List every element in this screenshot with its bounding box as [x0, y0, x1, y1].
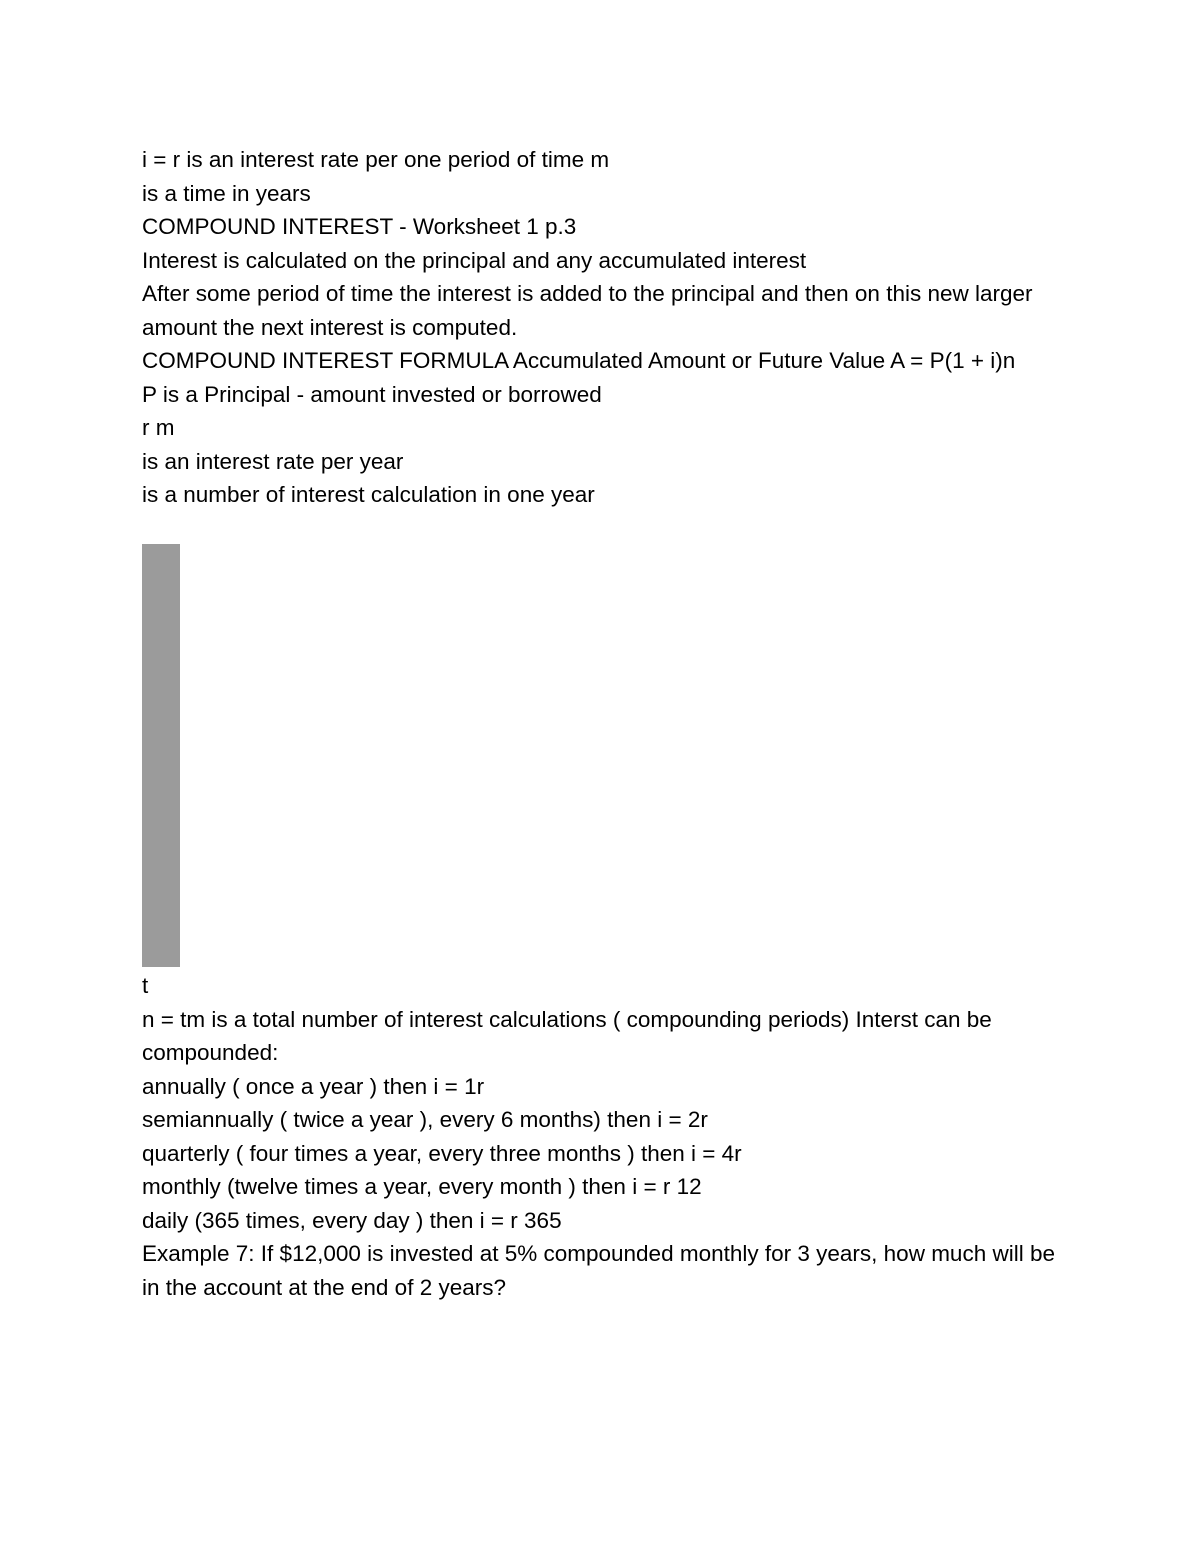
text-line-interest-calculated: Interest is calculated on the principal and any accumulated interest [142, 247, 807, 273]
worksheet-heading: COMPOUND INTEREST - Worksheet 1 p.3 [142, 214, 577, 239]
example-7-question: Example 7: If $12,000 is invested at 5% compounded monthly for 3 years, how much will be in the account at the end of 2 years? [142, 1241, 1055, 1300]
list-item-annually: annually ( once a year ) then i = 1r [142, 1073, 485, 1099]
list-item-quarterly: quarterly ( four times a year, every three months ) then i = 4r [142, 1140, 742, 1166]
text-line-after-some-period: After some period of time the interest is added to the principal and then on this new larger amount the next interest is computed. [142, 281, 1033, 340]
formula-heading: COMPOUND INTEREST FORMULA Accumulated Amount or Future Value A = P(1 + i)n [142, 348, 1016, 373]
text-line-rate-per-period: i = r is an interest rate per one period of time m [142, 147, 610, 172]
list-item-semiannually: semiannually ( twice a year ), every 6 months) then i = 2r [142, 1107, 708, 1132]
text-line-calculations-per-year: is a number of interest calculation in one year [142, 482, 595, 507]
bottom-text-block [142, 969, 1062, 1304]
text-line-t: t [142, 973, 149, 998]
gray-placeholder-bar [142, 544, 180, 967]
text-line-total-calculations: n = tm is a total number of interest calculations ( compounding periods) Interst can be compounded: [142, 1006, 992, 1065]
text-line-principal: P is a Principal - amount invested or borrowed [142, 381, 602, 407]
top-text-block [142, 143, 1062, 512]
text-line-rate-per-year: is an interest rate per year [142, 448, 404, 474]
text-line-time-in-years: is a time in years [142, 180, 311, 206]
text-line-r-m: r m [142, 415, 175, 440]
list-item-daily: daily (365 times, every day ) then i = r 365 [142, 1207, 562, 1233]
list-item-monthly: monthly (twelve times a year, every month ) then i = r 12 [142, 1174, 702, 1199]
